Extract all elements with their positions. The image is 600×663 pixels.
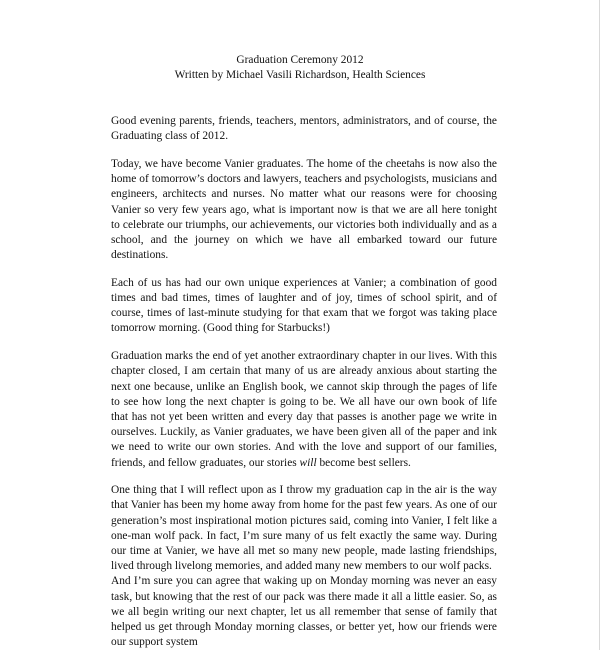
paragraph-graduates: Today, we have become Vanier graduates. The home of the cheetahs is now also the home of tomorrow’s doctors and lawyers, teachers and psychologists, musicians and engineers, architects and nurses. No matter what our reasons were for choosing Vanier so very few years ago, what is important now is that we are all here tonight to celebrate our triumphs, our achievements, our victories both individually and as a school, and the journey on which we have all embarked toward our future destinations. [111,157,497,262]
paragraph-chapter-emphasis: will [299,456,317,469]
paragraph-wolf-pack: One thing that I will reflect upon as I throw my graduation cap in the air is the way that Vanier has been my home away from home for the past few years. As one of our generation’s most inspirational motion pictures said, coming into Vanier, I felt like a one-man wolf pack. In fact, I’m sure many of us felt exactly the same way. During our time at Vanier, we have all met so many new people, made lasting friendships, lived through livelong memories, and added many new members to our wolf packs. [111,484,497,573]
paragraph-experiences: Each of us has had our own unique experiences at Vanier; a combination of good times and bad times, times of laughter and of joy, times of school spirit, and of course, times of last-minute studying for that exam that we forgot was taking place tomorrow morning. (Good thing for Starbucks!) [111,276,497,335]
paragraph-monday: And I’m sure you can agree that waking up on Monday morning was never an easy task, but knowing that the rest of our pack was there made it all a little easier. So, as we all begin writing our next chapter, let us all remember that sense of family that helped us get through Monday morning classes, or better yet, how our friends were our support system [111,575,497,649]
paragraph-greeting: Good evening parents, friends, teachers, mentors, administrators, and of course, the Graduating class of 2012. [111,115,497,143]
paragraph-chapter-text: Graduation marks the end of yet another extraordinary chapter in our lives. With this chapter closed, I am certain that many of us are already anxious about starting the next one because, unlike an English book, we cannot skip through the pages of life to see how long the next chapter is going to be. We all have our own book of life that has not yet been written and every day that passes is another page we write in ourselves. Luckily, as Vanier graduates, we have been given all of the paper and ink we need to write our own stories. And with the love and support of our families, friends, and fellow graduates, our stories [111,350,497,469]
document-header [0,53,600,83]
paragraph-chapter [111,349,497,471]
document-body [111,114,497,663]
paragraph-chapter-ending: become best sellers. [316,456,411,469]
document-byline: Written by Michael Vasili Richardson, Health Sciences [174,69,426,81]
document-title: Graduation Ceremony 2012 [236,54,364,66]
